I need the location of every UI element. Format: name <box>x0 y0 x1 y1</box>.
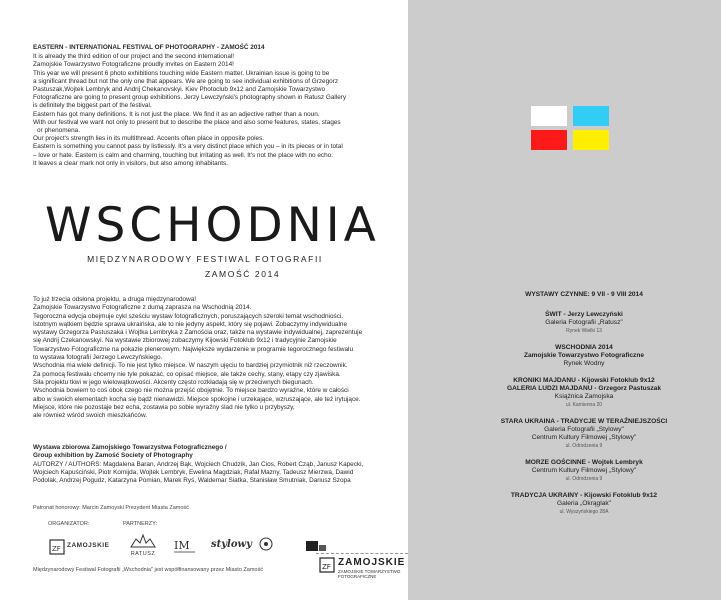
text-line: To już trzecia odsłona projektu, a druga międzynarodowa! <box>33 296 197 303</box>
group-heading-en: Group exhibition by Zamość Society of Photography <box>33 452 193 460</box>
exhibitions-list <box>496 291 672 525</box>
exhibition-title: ŚWIT - Jerzy Lewczyński <box>545 311 623 318</box>
text-line: się Andrij Czekanowskyi. Na wystawie zbiorowej zobaczymy Kijowski Fotoklub 9x12 i tradycyjnie Zamojskie <box>33 337 337 345</box>
exhibition-venue-2: Centrum Kultury Filmowej „Stylowy" <box>531 434 637 441</box>
authors-line: AUTORZY / AUTHORS: Magdalena Baran, Andrzej Bąk, Wojciech Chudzik, Jan Cios, Robert Cząb, Janusz Kapecki, <box>33 460 364 468</box>
exhibition-title-2: Zamojskie Towarzystwo Fotograficzne <box>523 352 645 359</box>
text-line: to wystawa fotografii Jerzego Lewczyńskiego. <box>33 354 163 362</box>
text-line: Siła projektu tkwi w jego wielowątkowości. Akcenty często rozkładają się w przeciwnych biegunach. <box>33 378 314 386</box>
exhibition-venue: Centrum Kultury Filmowej „Stylowy" <box>531 467 637 474</box>
logo-subtitle: MIĘDZYNARODOWY FESTIWAL FOTOGRAFII <box>87 254 323 264</box>
text-line: is definitely the biggest part of the festival. <box>33 102 152 110</box>
funding-note: Międzynarodowy Festiwal Fotografii „Wschodnia" jest współfinansowany przez Miasto Zamość <box>33 567 263 573</box>
logo-city-year: ZAMOŚĆ 2014 <box>205 269 281 279</box>
photo-logo <box>173 537 197 557</box>
stamp-logo-icon <box>319 557 335 573</box>
english-text-block <box>33 44 383 168</box>
exhibition-item <box>496 344 672 368</box>
text-line: – love or hate. Eastern is calm and charming, touching but irritating as well. It's not the place with no echo. <box>33 151 333 159</box>
text-line: Pastuszak,Wojtek Lembryk and Andrij Chekanovskyi. Kiev Photoclub 9x12 and Zamojskie Towarzystwo <box>33 86 326 94</box>
exhibition-venue: Książnica Zamojska <box>554 393 614 400</box>
text-line: albo w swoich elementach kocha się bądź nienawidzi. Miejsce spokojne i urzekające, wzruszające, ale też irytujące. <box>33 395 361 403</box>
svg-text:IM: IM <box>174 539 190 552</box>
exhibition-item <box>496 311 672 335</box>
exhibition-address: Rynek Wielki 13 <box>566 328 602 334</box>
stamp-text: ZAMOJSKIE <box>338 557 406 568</box>
text-line: Towarzystwo Fotograficzne na pokazie plenerowym. Największe wydarzenie w programie tegorocznego festiwalu <box>33 345 354 353</box>
text-line: Zamojskie Towarzystwo Fotograficzne proudly invites on Eastern 2014! <box>33 61 234 69</box>
exhibition-item <box>496 377 672 409</box>
text-line: Eastern has got many definitions. It is not just the place. We find it as an adjective rather than a noun. <box>33 110 320 118</box>
authors-line: Podolak, Andrzej Pogudz, Katarzyna Pomian, Marek Ryś, Waldemar Siatka, Stanisław Smutniak, Dariusz Szopa <box>33 477 351 485</box>
ratusz-logo-text: RATUSZ <box>130 551 156 557</box>
exhibition-item <box>496 459 672 483</box>
authors-line: Wojciech Kapuściński, Piotr Komijda, Wojtek Lembryk, Ewelina Magdziak, Rafał Mazny, Tadeusz Mierzwa, Dawid <box>33 468 354 476</box>
text-line: This year we will present 6 photo exhibitions touching wide Eastern matter. Ukrainian issue is going to be <box>33 69 330 77</box>
exhibition-title: MORZE GOŚCINNE - Wojtek Lembryk <box>525 459 643 466</box>
english-title: EASTERN - INTERNATIONAL FESTIVAL OF PHOTOGRAPHY - ZAMOŚĆ 2014 <box>33 44 265 51</box>
exhibition-item <box>496 492 672 516</box>
svg-text:ZF: ZF <box>52 545 61 553</box>
text-line: wystawy Grzegorza Pastuszaka i Wojtka Lembryka z Zamościa oraz, także na wystawie indywidualnej, zaprezentuje <box>33 329 363 337</box>
color-swatches <box>531 106 631 154</box>
text-line: ale również wśród swoich mieszkańców. <box>33 412 148 420</box>
text-line: With our festival we want not only to present but to describe the place and also some features, states, stages <box>33 118 341 126</box>
swatch-cyan <box>573 106 609 126</box>
right-panel <box>408 0 721 600</box>
culture-center-logo <box>255 536 277 556</box>
exhibition-address: ul. Kamienna 20 <box>565 402 603 408</box>
text-line: Za pomocą festiwalu chcemy nie tyle pokazać, co opisać miejsce, ale także cechy, stany, etapy czy zjawiska. <box>33 370 341 378</box>
swatch-yellow <box>573 130 609 150</box>
text-line: Wschodnia ma wiele definicji. To nie jest tylko miejsce. W naszym ujęciu to bardziej przymiotnik niż rzeczownik. <box>33 362 348 370</box>
exhibitions-heading: WYSTAWY CZYNNE: 9 VII - 9 VIII 2014 <box>525 291 643 298</box>
exhibition-title: WSCHODNIA 2014 <box>555 344 613 351</box>
ztf-stamp <box>316 553 408 580</box>
text-line: Tegoroczna edycja obejmuje cykl sześciu wystaw fotograficznych, poruszających szeroki temat wschodniości. <box>33 312 344 320</box>
text-line: or phenomena. <box>37 127 80 135</box>
text-line: a significant thread but not the only one that appears. We are going to see individual exhibitions of Grzegorz <box>33 77 339 85</box>
exhibition-title: TRADYCJA UKRAINY - Kijowski Fotoklub 9x12 <box>510 492 658 499</box>
exhibition-venue: Galeria Fotografii „Ratusz" <box>545 319 623 326</box>
text-line: Miejsce, które nie pozostaje bez echa, zostawia po sobie wyraźny ślad nie tylko u przybyszy, <box>33 403 295 411</box>
exhibition-address: ul. Odrodzenia 9 <box>565 476 603 482</box>
exhibition-venue: Galeria Fotografii „Stylowy" <box>544 426 624 433</box>
text-line: It leaves a clear mark not only in visitors, but also among inhabitants. <box>33 159 229 167</box>
partner-logos <box>33 533 363 565</box>
swatch-white <box>531 106 567 126</box>
text-line: Zamojskie Towarzystwo Fotograficzne z dumą zaprasza na Wschodnią 2014. <box>33 304 252 312</box>
ztf-logo <box>49 537 110 561</box>
text-line: Wschodnia bowiem to coś obok czego nie można przejść obojętnie. To miejsce bardzo wyraźne, które w całości <box>33 387 349 395</box>
text-line: Istotnym wątkiem będzie sprawa ukraińska, ale to nie jedyny aspekt, który się pojawi. Zobaczymy indywidualne <box>33 320 347 328</box>
exhibition-address: ul. Odrodzenia 9 <box>565 443 603 449</box>
exhibition-venue: Rynek Wodny <box>563 360 605 367</box>
patronage-note: Patronat honorowy: Marcin Zamoyski Prezydent Miasta Zamość <box>33 505 189 511</box>
text-line: Our project's strength lies in its multithread. Accents often place in opposite poles. <box>33 135 265 143</box>
exhibition-title: KRONIKI MAJDANU - Kijowski Fotoklub 9x12 <box>513 377 655 384</box>
exhibition-title-2: GALERIA LUDZI MAJDANU - Grzegorz Pastuszak <box>507 385 661 392</box>
group-exhibition-block <box>33 444 383 485</box>
exhibition-venue: Galeria „Okrąglak" <box>556 500 611 507</box>
polish-text-block <box>33 296 383 420</box>
text-line: It is already the third edition of our project and the second international! <box>33 53 235 61</box>
swatch-red <box>531 130 567 150</box>
exhibition-item <box>496 418 672 450</box>
logo-wordmark: WSCHODNIA <box>45 198 380 253</box>
organizer-label: ORGANIZATOR: <box>48 521 90 527</box>
text-line: Fotograficzne are going to present group exhibitions. Jerzy Lewczyński's photography shown in Ratusz Gallery <box>33 94 347 102</box>
stylowy-logo: stylowy <box>211 539 252 550</box>
ratusz-logo <box>125 533 161 557</box>
group-heading: Wystawa zbiorowa Zamojskiego Towarzystwa Fotograficznego / <box>33 444 227 451</box>
text-line: Eastern is something you cannot pass by listlessly. It's a very distinct place which you – in its pieces or in total <box>33 143 343 151</box>
exhibition-title: STARA UKRAINA - TRADYCJE W TERAŹNIEJSZOŚCI <box>500 418 668 425</box>
partners-label: PARTNERZY: <box>123 521 158 527</box>
stamp-subtext: ZAMOJSKIE TOWARZYSTWO FOTOGRAFICZNE <box>338 569 401 579</box>
festival-logo <box>45 198 380 279</box>
exhibition-address: ul. Wyszyńskiego 28A <box>559 509 609 515</box>
svg-text:ZF: ZF <box>322 563 331 571</box>
ztf-logo-text: ZAMOJSKIE <box>67 542 110 549</box>
